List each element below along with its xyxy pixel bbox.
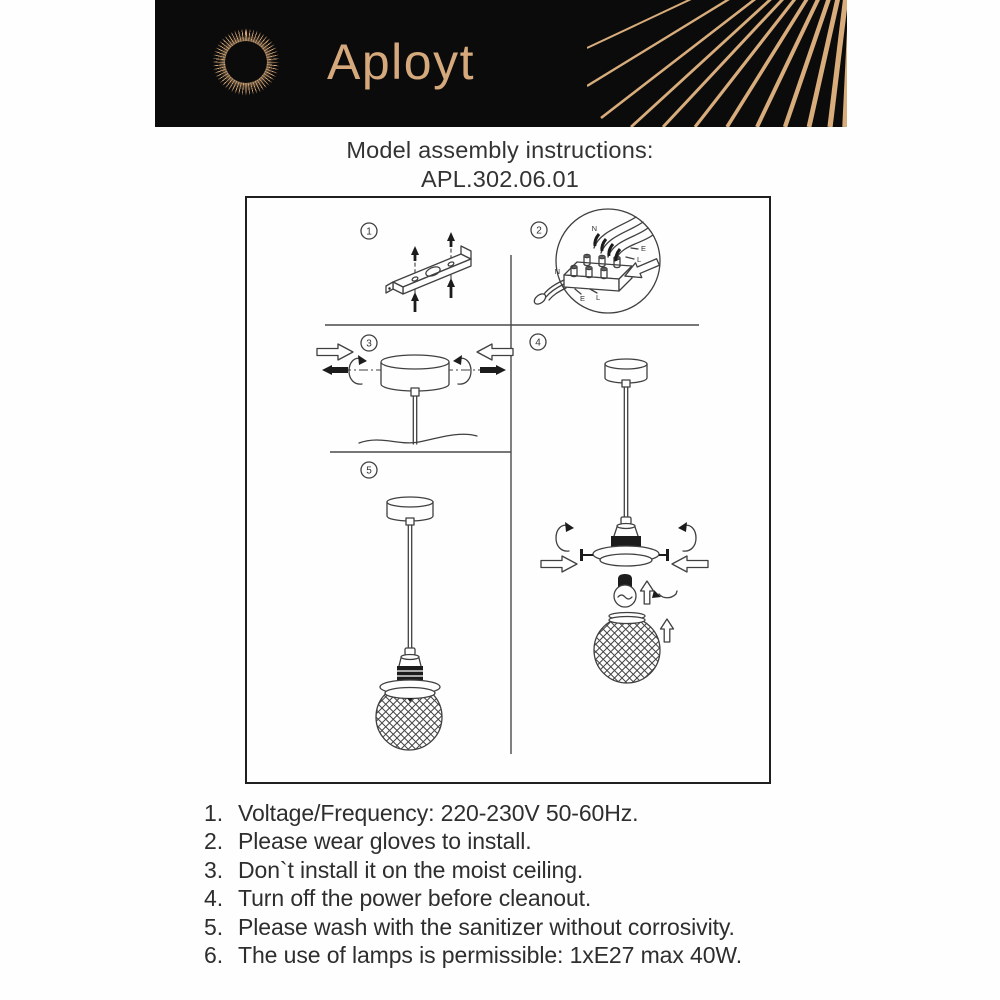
brand-banner xyxy=(155,0,847,127)
item-text: Voltage/Frequency: 220-230V 50-60Hz. xyxy=(238,800,639,826)
svg-text:1: 1 xyxy=(366,226,372,238)
ceiling-surface-line xyxy=(359,434,477,443)
item-number: 1. xyxy=(204,800,223,826)
mounting-bracket xyxy=(386,246,471,294)
svg-text:L: L xyxy=(637,255,642,264)
item-text: Turn off the power before cleanout. xyxy=(238,885,592,912)
screw-bulb-arrow-icon xyxy=(652,590,677,598)
svg-text:4: 4 xyxy=(535,337,541,349)
step-4-diagram xyxy=(530,334,708,683)
left-screw xyxy=(322,365,348,375)
step-2-diagram xyxy=(531,209,661,313)
assembly-diagram-box xyxy=(245,196,771,784)
instruction-item xyxy=(197,941,742,969)
push-arrow-icon xyxy=(477,344,513,360)
step-5-diagram xyxy=(361,462,442,750)
step-3-diagram xyxy=(317,335,513,444)
push-arrow-icon xyxy=(541,556,577,572)
instructions-list xyxy=(197,799,742,969)
step-5-number xyxy=(361,462,377,478)
svg-text:5: 5 xyxy=(366,465,372,477)
item-text: Don`t install it on the moist ceiling. xyxy=(238,856,584,883)
mesh-globe-shade xyxy=(594,613,660,684)
instruction-item xyxy=(197,884,742,912)
step-1-number xyxy=(361,223,377,239)
item-number: 5. xyxy=(204,913,223,940)
terminal-block xyxy=(564,254,632,291)
attach-shade-arrow-icon xyxy=(661,619,674,642)
svg-text:E: E xyxy=(641,244,647,253)
rotate-arrow-icon xyxy=(678,522,696,551)
item-number: 2. xyxy=(204,828,223,855)
rotate-arrow-icon xyxy=(556,522,574,551)
item-text: The use of lamps is permissible: 1xE27 max 40W. xyxy=(238,942,743,969)
ceiling-canopy xyxy=(381,355,449,444)
step-1-diagram xyxy=(361,223,471,312)
instruction-item xyxy=(197,799,742,827)
lamp-socket xyxy=(593,517,659,566)
item-text: Please wash with the sanitizer without corrosivity. xyxy=(238,913,735,940)
insert-bulb-arrow-icon xyxy=(641,581,654,604)
svg-text:N: N xyxy=(554,267,560,276)
svg-text:N: N xyxy=(591,224,597,233)
item-number: 6. xyxy=(204,942,223,969)
sunburst-logo-center xyxy=(225,41,267,83)
banner-rays-decoration xyxy=(587,0,847,127)
item-number: 3. xyxy=(204,856,223,883)
title-block xyxy=(0,136,1000,194)
item-number: 4. xyxy=(204,885,223,912)
wiring-detail-circle xyxy=(556,209,660,313)
step-3-number xyxy=(361,335,377,351)
assembly-diagram xyxy=(247,198,769,782)
svg-text:3: 3 xyxy=(366,338,372,350)
assembled-pendant xyxy=(376,497,442,750)
right-screw xyxy=(480,365,506,375)
instruction-item xyxy=(197,856,742,884)
instruction-item xyxy=(197,827,742,855)
push-arrow-icon xyxy=(317,344,353,360)
pendant-canopy-and-cord xyxy=(605,359,647,517)
push-arrow-icon xyxy=(672,556,708,572)
light-bulb xyxy=(614,574,636,607)
step-2-number xyxy=(531,222,547,238)
brand-wordmark: Aployt xyxy=(327,34,475,90)
instruction-item xyxy=(197,913,742,941)
item-text: Please wear gloves to install. xyxy=(238,828,532,855)
svg-text:L: L xyxy=(596,293,601,302)
model-code: APL.302.06.01 xyxy=(420,166,580,192)
page-title: Model assembly instructions: xyxy=(346,137,654,163)
svg-text:2: 2 xyxy=(536,225,542,237)
step-4-number xyxy=(530,334,546,350)
svg-text:E: E xyxy=(580,294,586,303)
